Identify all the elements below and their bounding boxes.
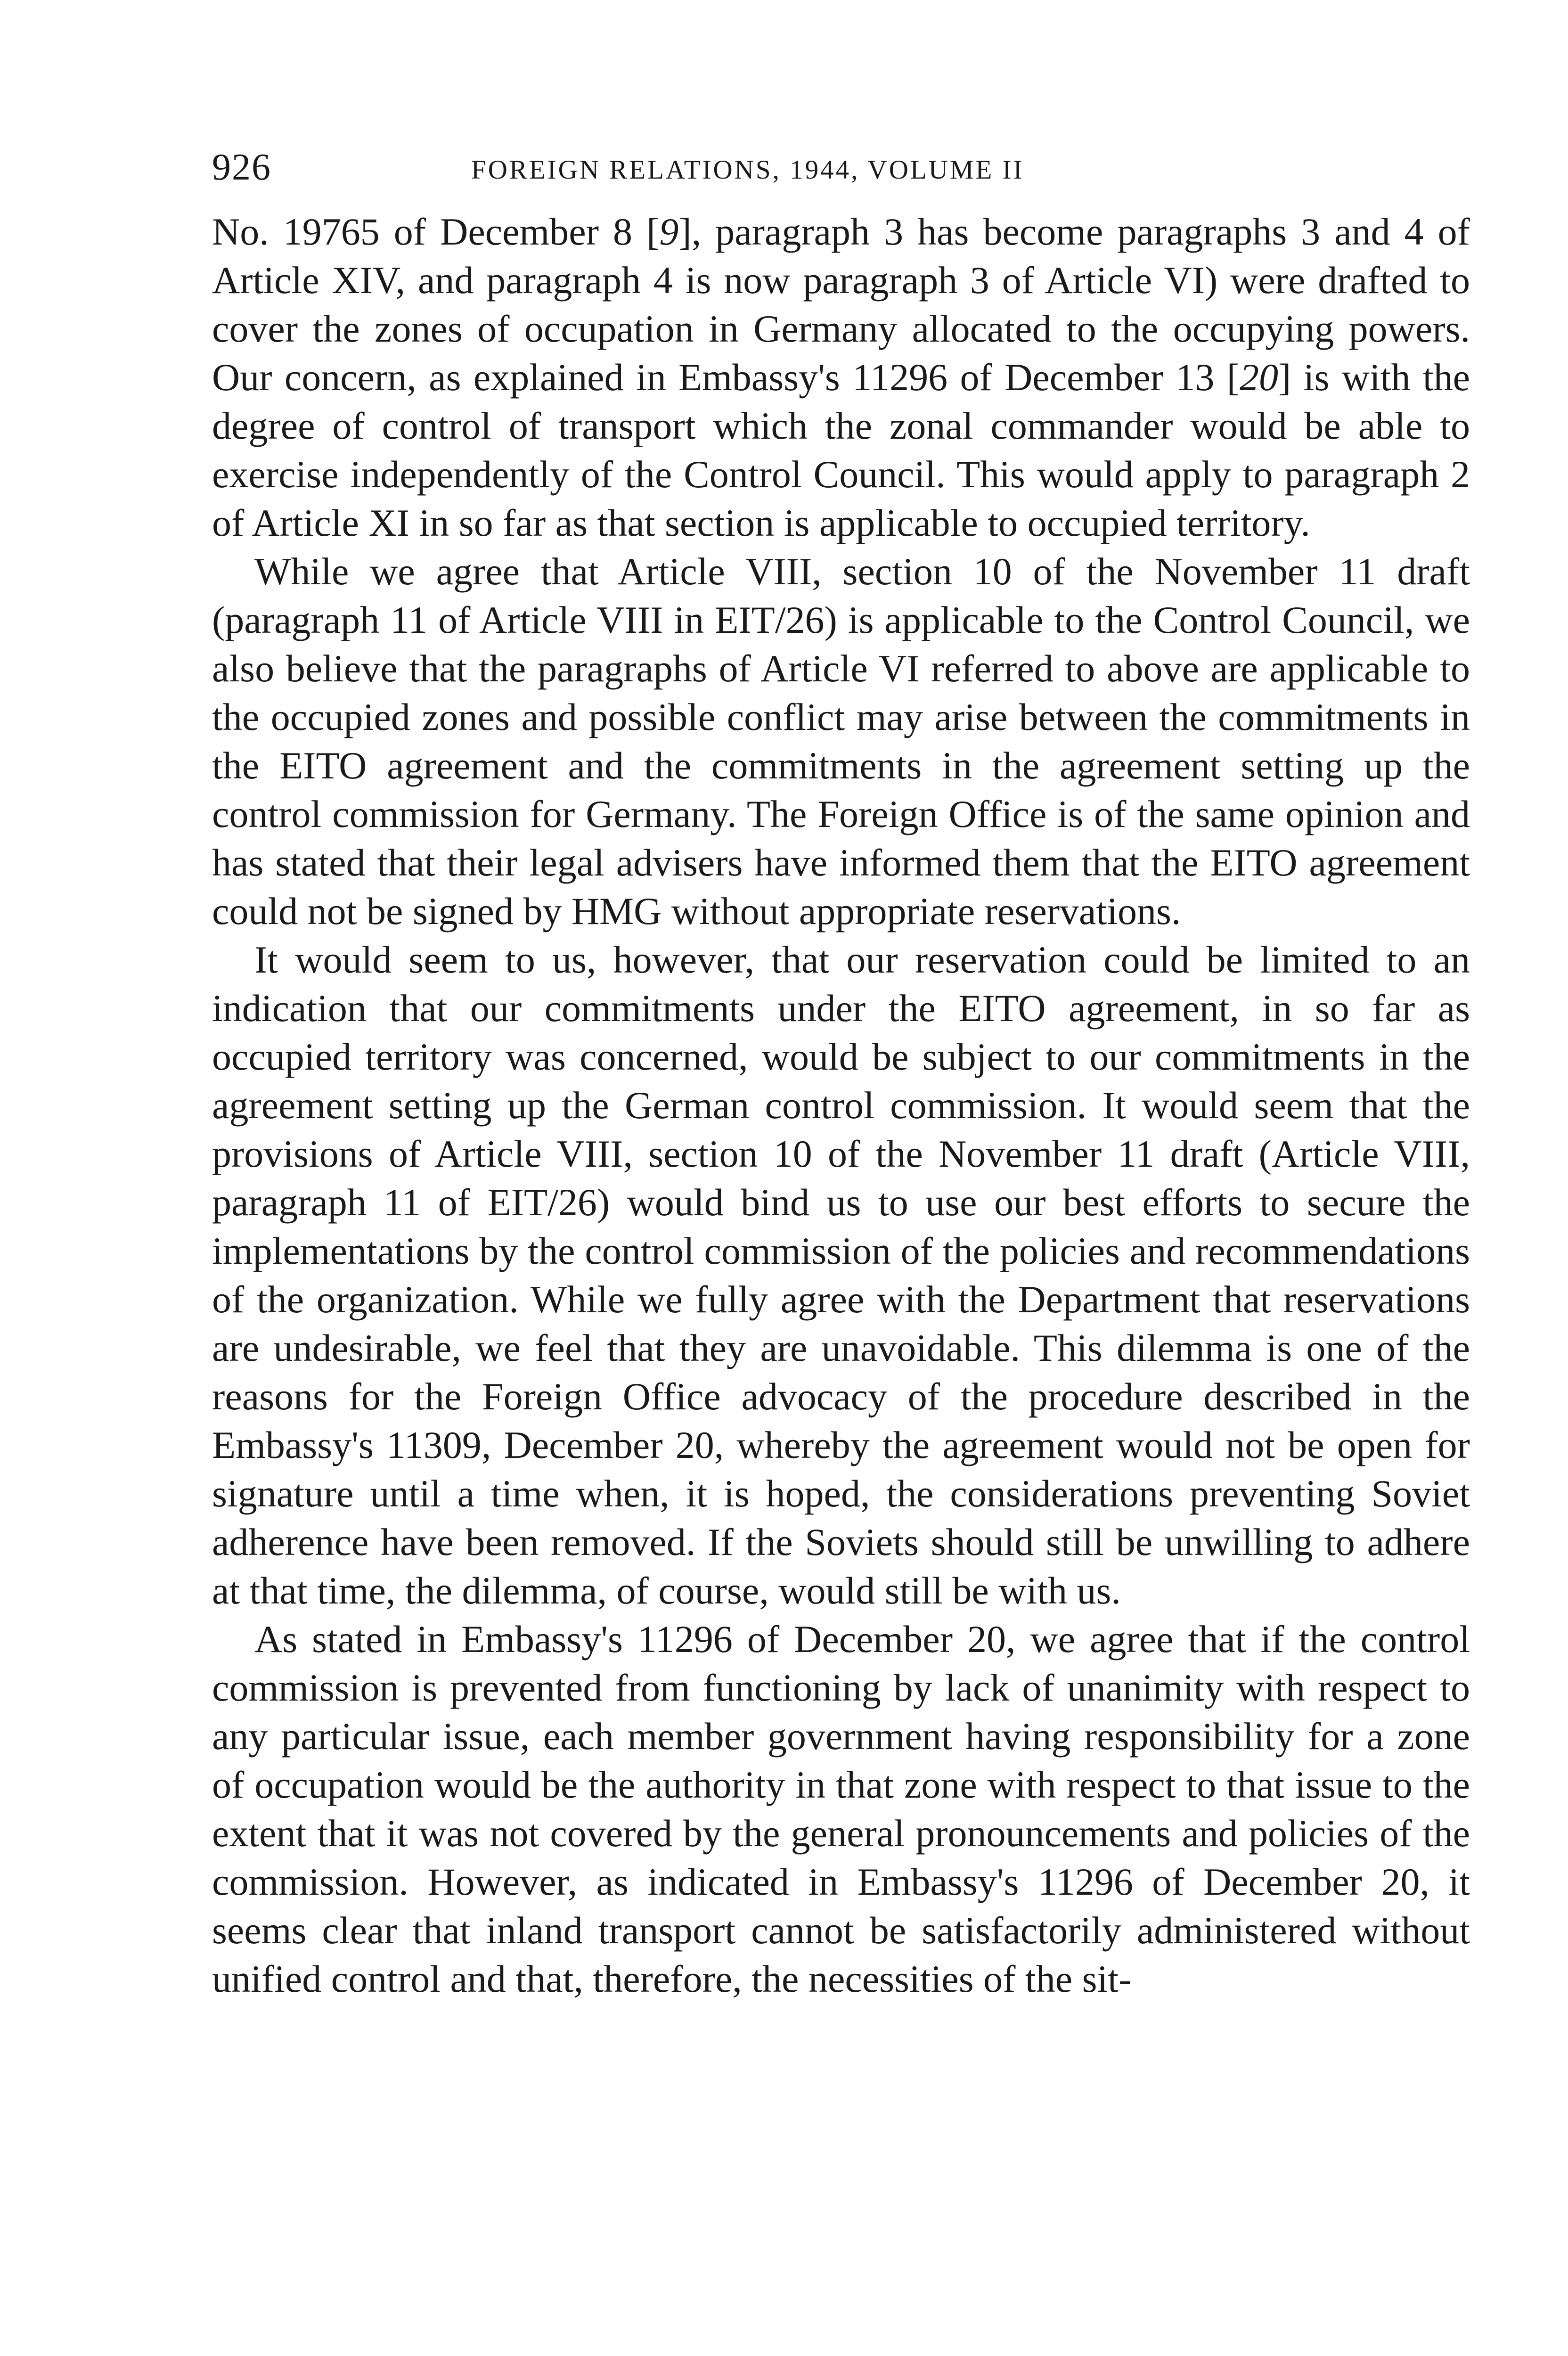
- page-number: 926: [212, 147, 271, 188]
- footnote-reference: 9: [659, 210, 679, 253]
- paragraph: As stated in Embassy's 11296 of December 20, we agree that if the control commission is prevented from functioning by lack of unanimity with respect to any particular issue, each member government having responsibility for a zone of occupation would be the authority in that zone with respect to that issue to the extent that it was not covered by the general pronouncements and policies of the commission. However, as indicated in Embassy's 11296 of December 20, it seems clear that inland transport cannot be satisfactorily administered without unified control and that, therefore, the necessities of the sit-: [212, 1618, 1470, 2000]
- paragraph-continued: [212, 207, 1470, 547]
- document-page: [212, 141, 1470, 2003]
- paragraph-text: ], paragraph 3 has become paragraphs 3 and 4 of Article XIV, and paragraph 4 is now paragraph 3 of Article VI) were drafted to cover the zones of occupation in Germany allocated to the occupying powers. Our concern, as explained in Embassy's 11296 of December 13 [: [212, 210, 1470, 399]
- running-head: [212, 141, 1470, 198]
- paragraph-text: ] is with the degree of control of transport which the zonal commander would be able to exercise independently of the Control Council. This would apply to paragraph 2 of Article XI in so far as that section is applicable to occupied territory.: [212, 356, 1470, 544]
- paragraph-text: No. 19765 of December 8 [: [212, 210, 660, 253]
- footnote-reference: 20: [1240, 356, 1279, 399]
- paragraph: It would seem to us, however, that our reservation could be limited to an indication that our commitments under the EITO agreement, in so far as occupied territory was concerned, would be subject to our commitments in the agreement setting up the German control commission. It would seem that the provisions of Article VIII, section 10 of the November 11 draft (Article VIII, paragraph 11 of EIT/26) would bind us to use our best efforts to secure the implementations by the control commission of the policies and recommendations of the organization. While we fully agree with the Department that reservations are undesirable, we feel that they are unavoidable. This dilemma is one of the reasons for the Foreign Office advocacy of the procedure described in the Embassy's 11309, December 20, whereby the agreement would not be open for signature until a time when, it is hoped, the considerations preventing Soviet adherence have been removed. If the Soviets should still be unwilling to adhere at that time, the dilemma, of course, would still be with us.: [212, 938, 1470, 1612]
- body-text: [212, 207, 1470, 2003]
- running-title: FOREIGN RELATIONS, 1944, VOLUME II: [471, 155, 1024, 185]
- paragraph: While we agree that Article VIII, section 10 of the November 11 draft (paragraph 11 of Article VIII in EIT/26) is applicable to the Control Council, we also believe that the paragraphs of Article VI referred to above are applicable to the occupied zones and possible conflict may arise between the commitments in the EITO agreement and the commitments in the agreement setting up the control commission for Germany. The Foreign Office is of the same opinion and has stated that their legal advisers have informed them that the EITO agreement could not be signed by HMG without appropriate reservations.: [212, 550, 1470, 933]
